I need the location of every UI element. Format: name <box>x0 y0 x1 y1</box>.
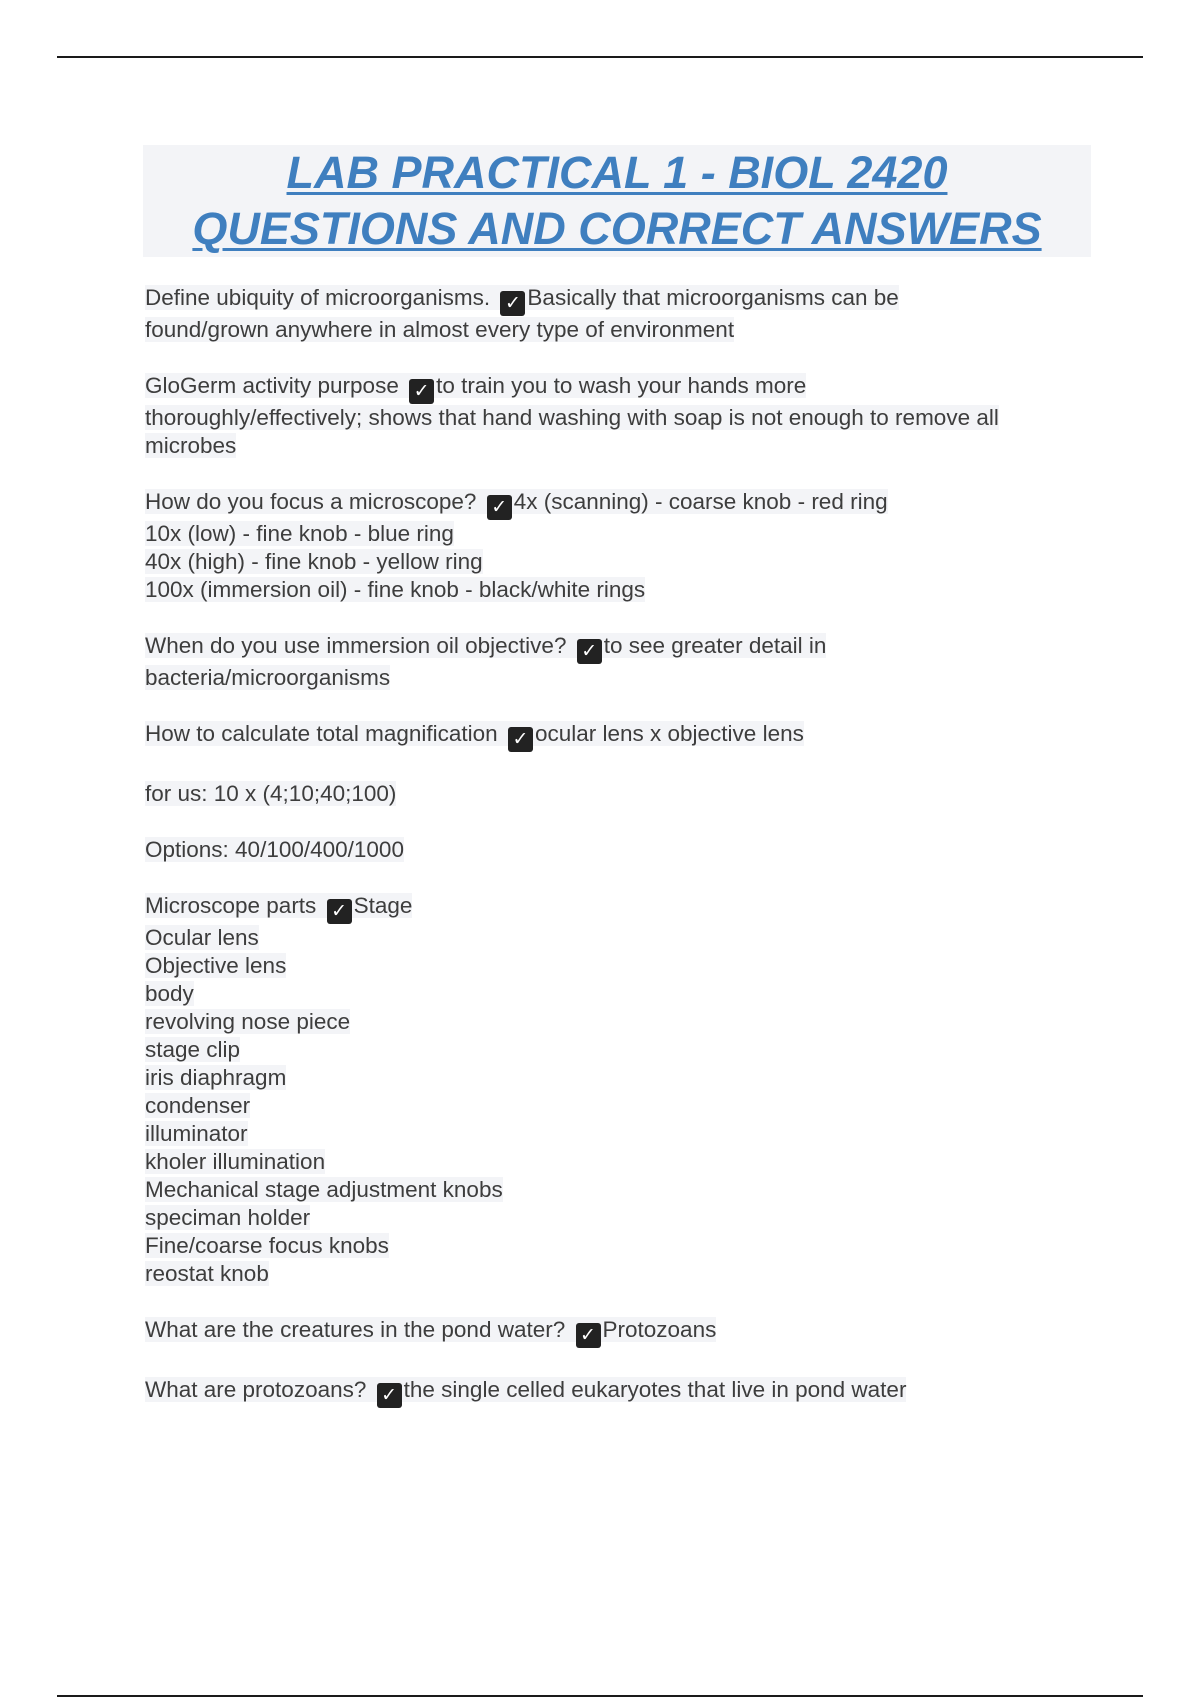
title-line-1: LAB PRACTICAL 1 - BIOL 2420 <box>286 147 948 198</box>
answer-line: 100x (immersion oil) - fine knob - black/white rings <box>145 577 646 602</box>
answer-text: 4x (scanning) - coarse knob - red ring <box>513 489 888 514</box>
check-icon: ✓ <box>508 727 533 752</box>
answer-text: the single celled eukaryotes that live in pond water <box>403 1377 907 1402</box>
qa-content <box>145 284 1085 1408</box>
question-text: Microscope parts <box>145 893 317 918</box>
title-line-2: QUESTIONS AND CORRECT ANSWERS <box>192 203 1042 254</box>
note-line <box>145 836 1085 864</box>
top-rule <box>57 56 1143 58</box>
question-text: GloGerm activity purpose <box>145 373 399 398</box>
check-icon: ✓ <box>500 291 525 316</box>
qa-item <box>145 1376 1085 1408</box>
qa-item <box>145 892 1085 1288</box>
question-text: What are the creatures in the pond water? <box>145 1317 566 1342</box>
check-icon: ✓ <box>487 495 512 520</box>
check-icon: ✓ <box>327 899 352 924</box>
answer-text: Stage <box>353 893 413 918</box>
answer-line: iris diaphragm <box>145 1065 287 1090</box>
note-text: for us: 10 x (4;10;40;100) <box>145 781 397 806</box>
answer-line: Ocular lens <box>145 925 259 950</box>
qa-item <box>145 1316 1085 1348</box>
answer-line: thoroughly/effectively; shows that hand washing with soap is not enough to remove all <box>145 405 999 430</box>
answer-line: stage clip <box>145 1037 241 1062</box>
answer-line: bacteria/microorganisms <box>145 665 391 690</box>
question-text: When do you use immersion oil objective? <box>145 633 567 658</box>
answer-line: 10x (low) - fine knob - blue ring <box>145 521 454 546</box>
note-text: Options: 40/100/400/1000 <box>145 837 404 862</box>
check-icon: ✓ <box>409 379 434 404</box>
document-title <box>143 145 1091 257</box>
answer-line: found/grown anywhere in almost every type of environment <box>145 317 735 342</box>
answer-line: speciman holder <box>145 1205 311 1230</box>
answer-text: to see greater detail in <box>603 633 827 658</box>
answer-line: reostat knob <box>145 1261 269 1286</box>
answer-text: Basically that microorganisms can be <box>527 285 899 310</box>
qa-item <box>145 720 1085 752</box>
question-text: How do you focus a microscope? <box>145 489 477 514</box>
answer-line: illuminator <box>145 1121 248 1146</box>
check-icon: ✓ <box>576 1323 601 1348</box>
answer-text: to train you to wash your hands more <box>436 373 807 398</box>
check-icon: ✓ <box>577 639 602 664</box>
check-icon: ✓ <box>377 1383 402 1408</box>
answer-line: body <box>145 981 194 1006</box>
question-text: What are protozoans? <box>145 1377 367 1402</box>
qa-item <box>145 372 1085 460</box>
note-line <box>145 780 1085 808</box>
answer-text: ocular lens x objective lens <box>534 721 804 746</box>
answer-line: revolving nose piece <box>145 1009 351 1034</box>
qa-item <box>145 284 1085 344</box>
answer-line: kholer illumination <box>145 1149 326 1174</box>
answer-line: Fine/coarse focus knobs <box>145 1233 389 1258</box>
qa-item <box>145 488 1085 604</box>
question-text: Define ubiquity of microorganisms. <box>145 285 491 310</box>
answer-line: condenser <box>145 1093 251 1118</box>
answer-text: Protozoans <box>602 1317 717 1342</box>
answer-line: Objective lens <box>145 953 287 978</box>
bottom-rule <box>57 1695 1143 1697</box>
qa-item <box>145 632 1085 692</box>
answer-line: microbes <box>145 433 237 458</box>
question-text: How to calculate total magnification <box>145 721 498 746</box>
answer-line: Mechanical stage adjustment knobs <box>145 1177 503 1202</box>
answer-line: 40x (high) - fine knob - yellow ring <box>145 549 483 574</box>
